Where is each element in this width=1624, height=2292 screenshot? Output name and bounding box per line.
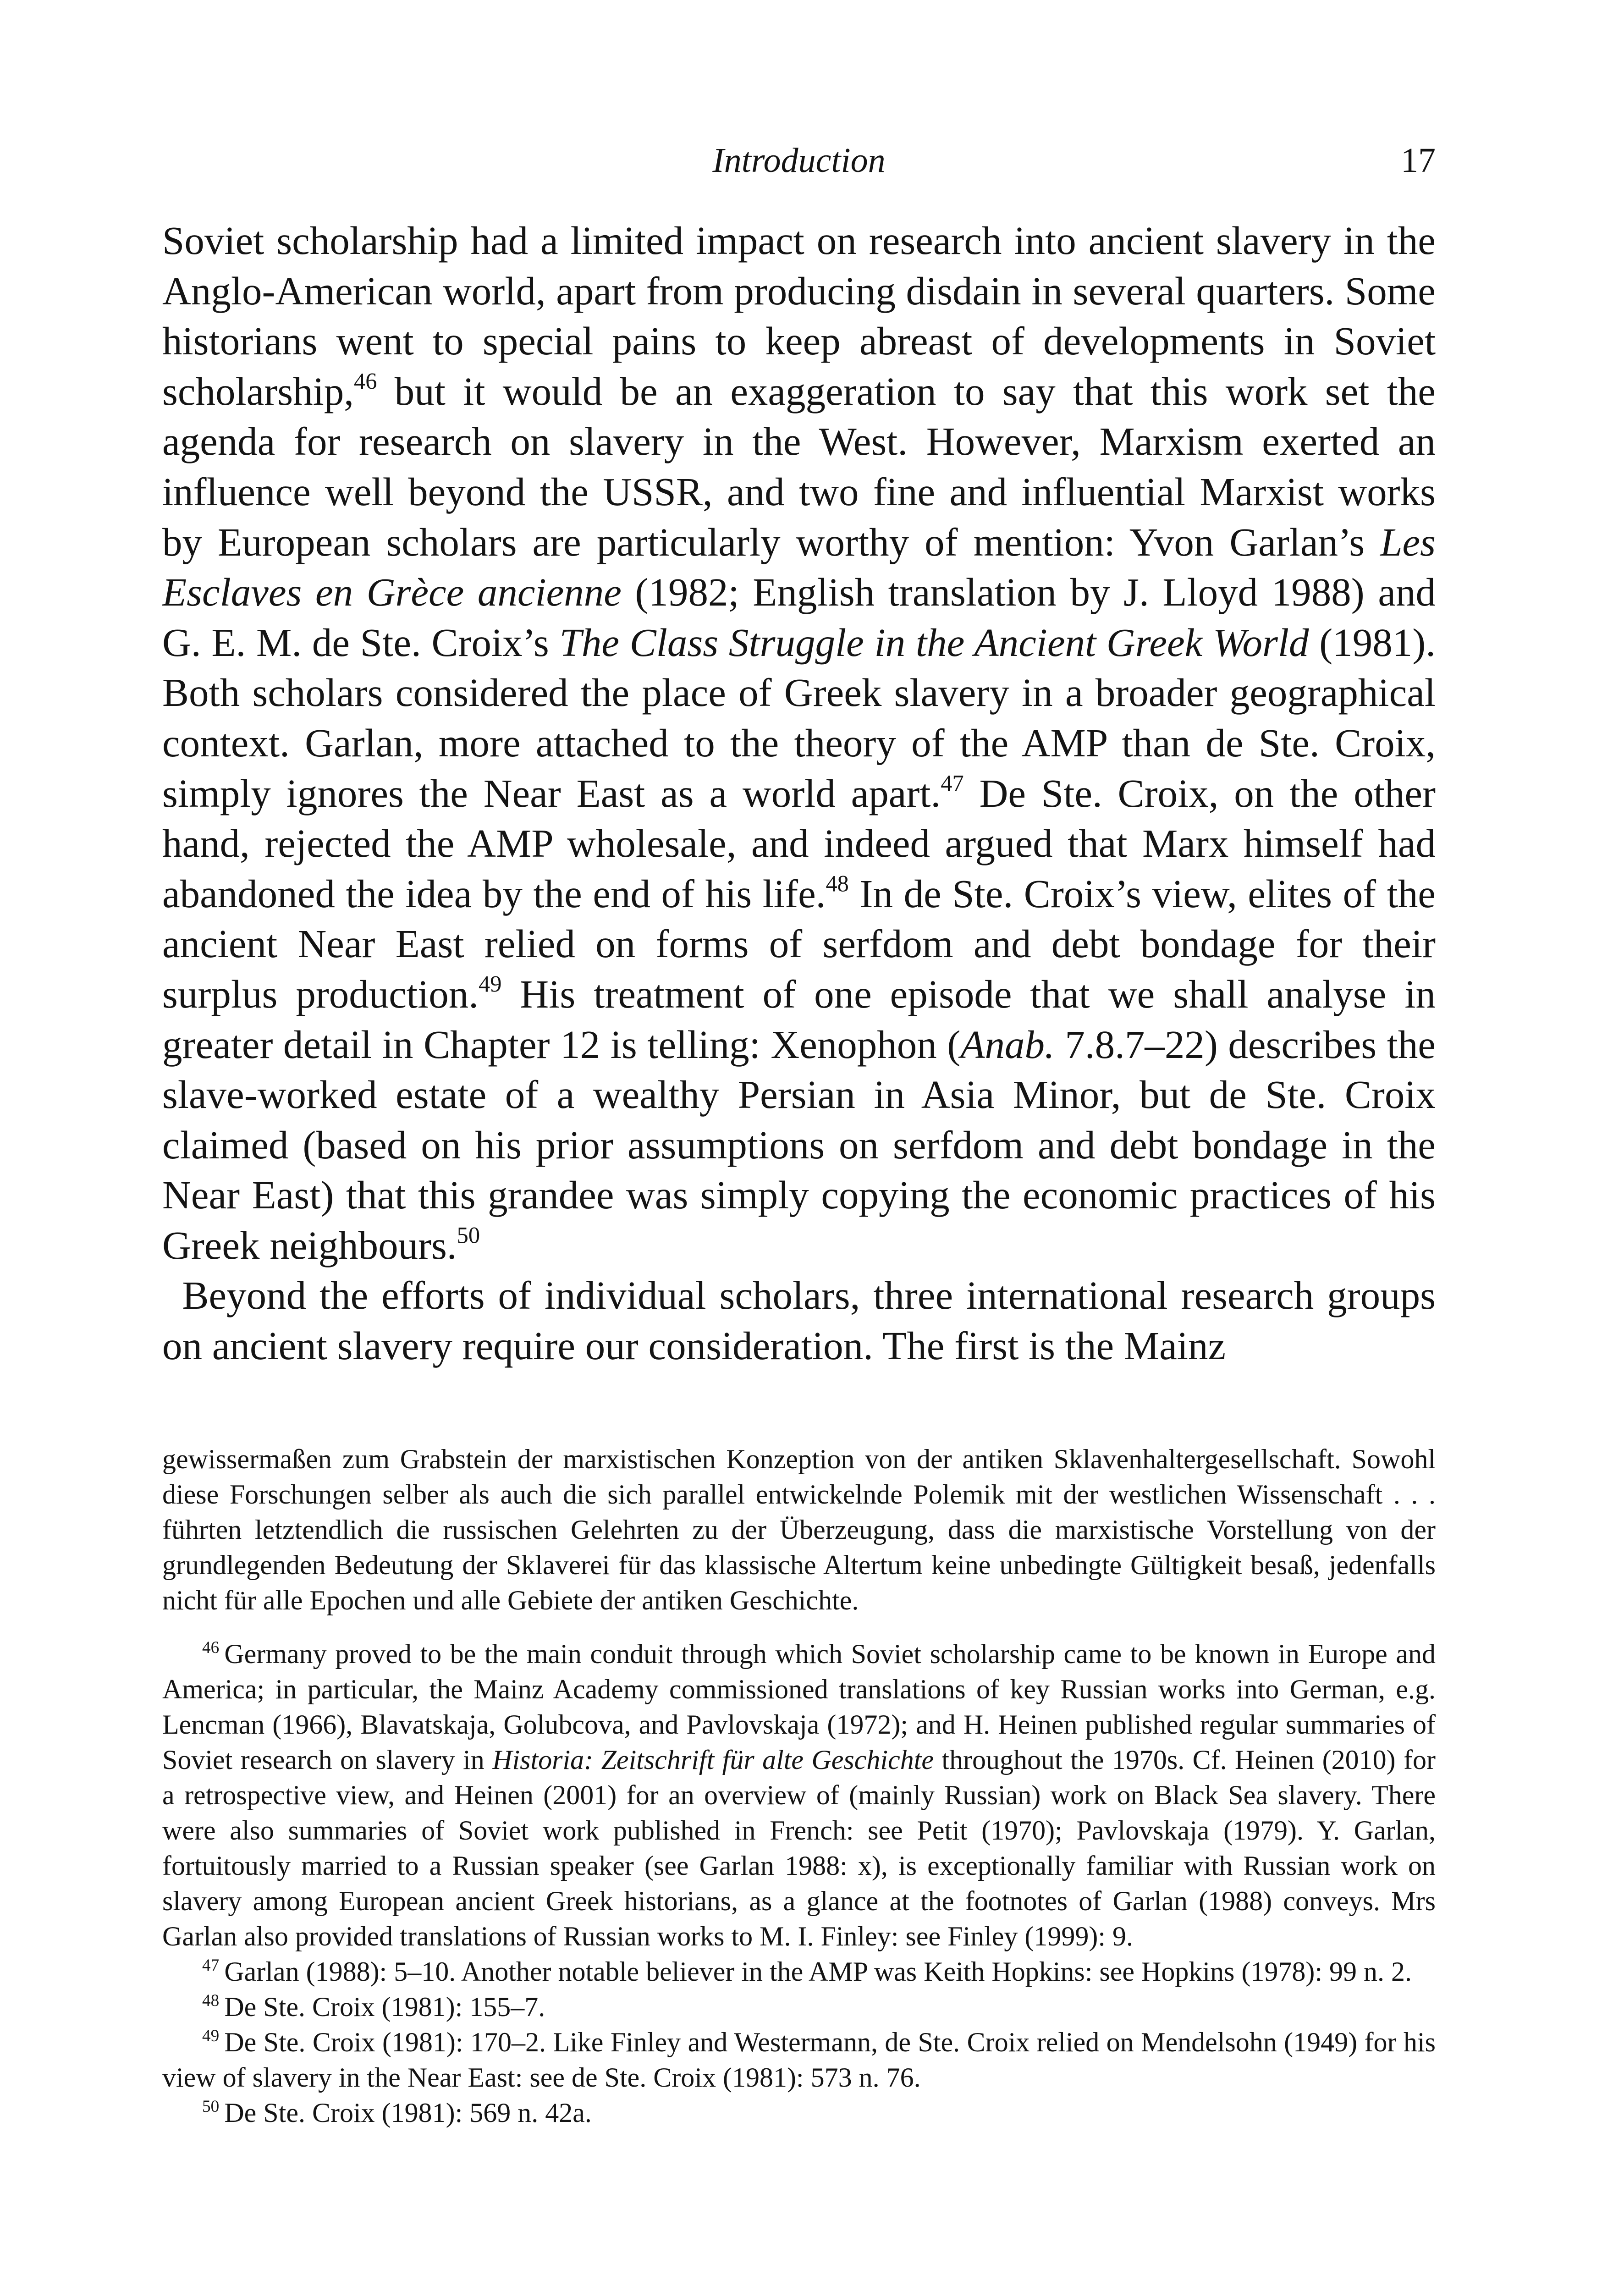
footnote-ref-50[interactable]: 50	[457, 1222, 480, 1248]
footnote-47	[162, 1954, 1436, 1989]
footnote-ref-46[interactable]: 46	[354, 368, 377, 394]
text-run: Soviet scholarship had a limited impact on research into ancient slavery in the Anglo-American world, apart from producing disdain in several quarters. Some historians went to special pains to keep abreast of developments in Soviet scholarship,	[162, 218, 1436, 413]
footnote-number: 48	[202, 1991, 220, 2010]
text-run: but it would be an exaggeration to say that this work set the agenda for research on slavery in the West. However, Marxism exerted an influence well beyond the USSR, and two fine and influential Marxist works by European scholars are particularly worthy of mention: Yvon Garlan’s	[162, 369, 1436, 564]
footnote-number: 46	[202, 1638, 220, 1657]
body-text	[162, 215, 1436, 1371]
text-run: (1982; English translation by J. Lloyd 1988) and G. E. M. de Ste. Croix’s	[162, 570, 1436, 665]
footnote-text: De Ste. Croix (1981): 155–7.	[224, 1992, 545, 2022]
paragraph-1	[162, 215, 1436, 1270]
footnote-text: De Ste. Croix (1981): 569 n. 42a.	[224, 2098, 592, 2128]
footnote-number: 50	[202, 2097, 220, 2116]
footnote-number: 47	[202, 1956, 220, 1975]
text-run: De Ste. Croix, on the other hand, rejected the AMP wholesale, and indeed argued that Marx himself had abandoned the idea by the end of his life.	[162, 771, 1436, 916]
page-number: 17	[1401, 141, 1436, 180]
text-run: (1981). Both scholars considered the place of Greek slavery in a broader geographical context. Garlan, more attached to the theory of the AMP than de Ste. Croix, simply ignores the Near East as a world apart.	[162, 620, 1436, 815]
journal-title: Historia: Zeitschrift für alte Geschichte	[492, 1745, 934, 1775]
text-run: 7.8.7–22) describes the slave-worked estate of a wealthy Persian in Asia Minor, but de Ste. Croix claimed (based on his prior assumptions on serfdom and debt bondage in the Near East) that this grandee was simply copying the economic practices of his Greek neighbours.	[162, 1022, 1436, 1267]
footnotes	[162, 1442, 1436, 2131]
footnote-49	[162, 2025, 1436, 2095]
footnote-text: Garlan (1988): 5–10. Another notable believer in the AMP was Keith Hopkins: see Hopkins (1978): 99 n. 2.	[224, 1956, 1412, 1987]
footnote-48	[162, 1989, 1436, 2025]
footnote-ref-48[interactable]: 48	[826, 871, 849, 897]
footnote-ref-49[interactable]: 49	[479, 971, 502, 997]
footnote-number: 49	[202, 2026, 220, 2045]
footnote-ref-47[interactable]: 47	[941, 770, 964, 796]
footnote-continuation: gewissermaßen zum Grabstein der marxistischen Konzeption von der antiken Sklavenhaltergesellschaft. Sowohl diese Forschungen selber als auch die sich parallel entwickelnde Polemik mit der westlichen Wissenschaft . . . führten letztendlich die russischen Gelehrten zu der Überzeugung, dass die marxistische Vorstellung von der grundlegenden Bedeutung der Sklaverei für das klassische Altertum keine unbedingte Gültigkeit besaß, jedenfalls nicht für alle Epochen und alle Gebiete der antiken Geschichte.	[162, 1444, 1436, 1615]
footnote-text: throughout the 1970s. Cf. Heinen (2010) for a retrospective view, and Heinen (2001) for an overview of (mainly Russian) work on Black Sea slavery. There were also summaries of Soviet work published in French: see Petit (1970); Pavlovskaja (1979). Y. Garlan, fortuitously married to a Russian speaker (see Garlan 1988: x), is exceptionally familiar with Russian work on slavery among European ancient Greek historians, as a glance at the footnotes of Garlan (1988) conveys. Mrs Garlan also provided translations of Russian works to M. I. Finley: see Finley (1999): 9.	[162, 1745, 1436, 1951]
text-run: His treatment of one episode that we shall analyse in greater detail in Chapter 12 is telling: Xenophon (	[162, 971, 1436, 1067]
footnote-46	[162, 1636, 1436, 1954]
text-run: In de Ste. Croix’s view, elites of the ancient Near East relied on forms of serfdom and debt bondage for their surplus production.	[162, 871, 1436, 1016]
book-title-les-esclaves: Les Esclaves en Grèce ancienne	[162, 519, 1436, 615]
paragraph-2: Beyond the efforts of individual scholars, three international research groups on ancient slavery require our consideration. The first is the Mainz	[162, 1273, 1436, 1368]
running-head: Introduction	[712, 141, 886, 180]
footnote-text: De Ste. Croix (1981): 170–2. Like Finley and Westermann, de Ste. Croix relied on Mendelsohn (1949) for his view of slavery in the Near East: see de Ste. Croix (1981): 573 n. 76.	[162, 2027, 1436, 2093]
work-title-anab: Anab.	[960, 1022, 1055, 1067]
page-header	[162, 138, 1436, 193]
footnote-text: Germany proved to be the main conduit through which Soviet scholarship came to be known in Europe and America; in particular, the Mainz Academy commissioned translations of key Russian works into German, e.g. Lencman (1966), Blavatskaja, Golubcova, and Pavlovskaja (1972); and H. Heinen published regular summaries of Soviet research on slavery in	[162, 1639, 1436, 1775]
book-title-class-struggle: The Class Struggle in the Ancient Greek World	[559, 620, 1309, 665]
footnote-50	[162, 2095, 1436, 2131]
